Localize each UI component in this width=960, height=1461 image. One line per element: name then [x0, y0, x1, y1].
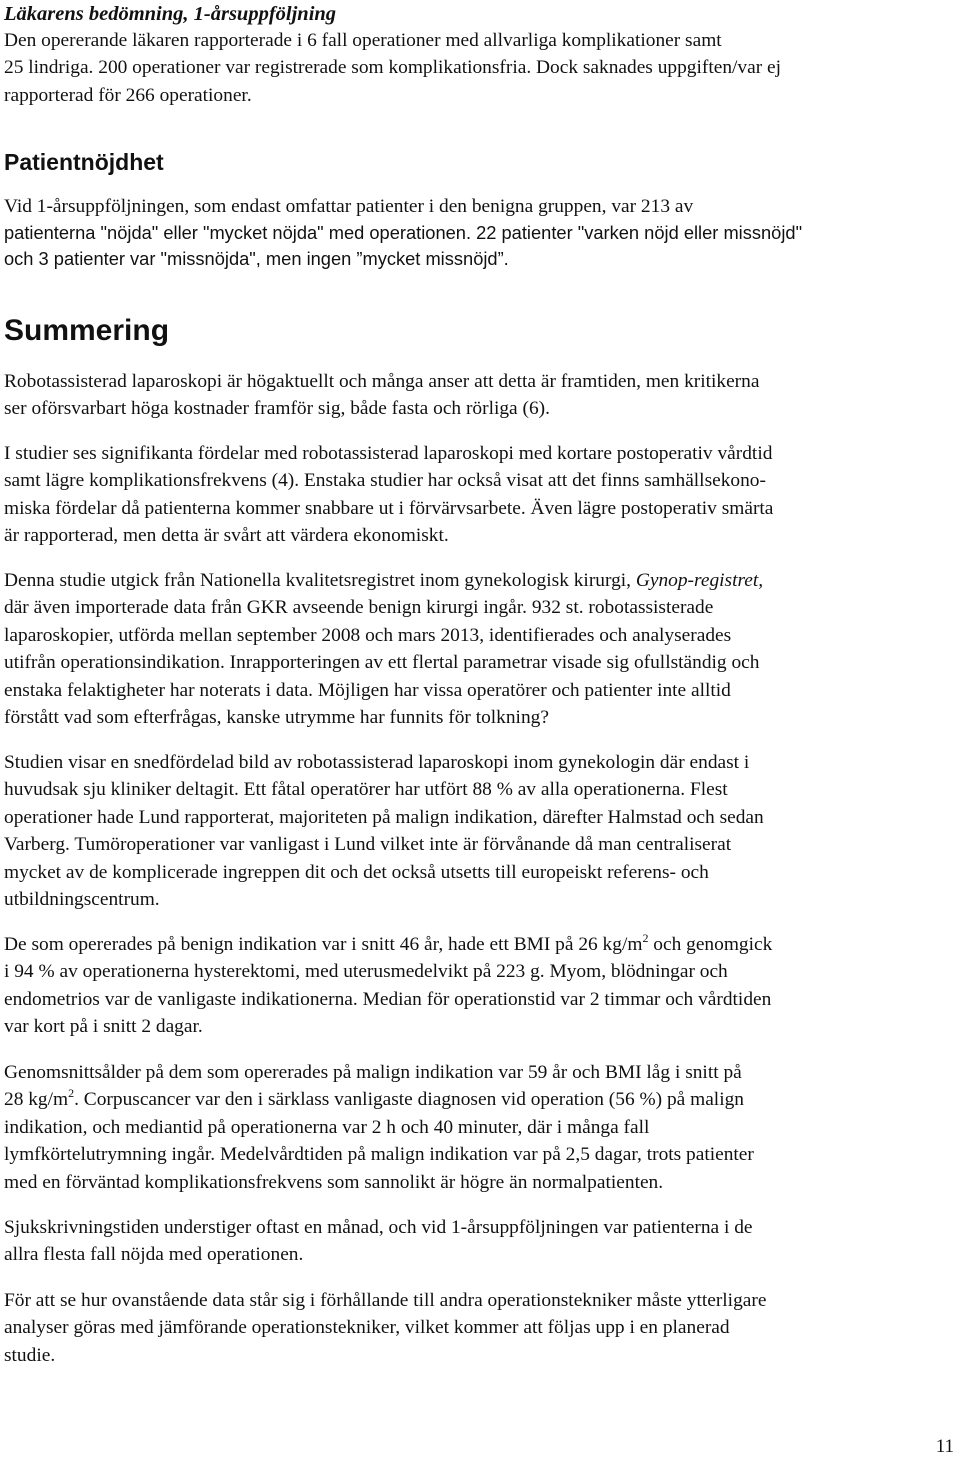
paragraph-line: huvudsak sju kliniker deltagit. Ett fåtal operatörer har utfört 88 % av alla operationerna. Flest — [4, 779, 728, 801]
section-heading-lakarens-bedomning: Läkarens bedömning, 1-årsuppföljning — [4, 3, 337, 25]
paragraph-line: förstått vad som efterfrågas, kanske utrymme har funnits för tolkning? — [4, 707, 549, 729]
paragraph-summering-2 — [4, 440, 954, 550]
paragraph-line: och 3 patienter var "missnöjda", men ingen ”mycket missnöjd”. — [4, 248, 509, 270]
paragraph-line — [4, 1086, 954, 1113]
paragraph-line: allra flesta fall nöjda med operationen. — [4, 1244, 304, 1266]
paragraph-summering-8 — [4, 1287, 954, 1369]
paragraph-line: i 94 % av operationerna hysterektomi, med uterusmedelvikt på 223 g. Myom, blödningar och — [4, 961, 728, 983]
paragraph-line: För att se hur ovanstående data står sig i förhållande till andra operationstekniker måste ytterligare — [4, 1290, 767, 1311]
paragraph-summering-1 — [4, 368, 954, 423]
paragraph-line — [4, 931, 954, 958]
paragraph-line: med en förväntad komplikationsfrekvens som sannolikt är högre än normalpatienten. — [4, 1171, 664, 1193]
paragraph-summering-5 — [4, 931, 954, 1041]
superscript: 2 — [642, 931, 649, 945]
paragraph-line: laparoskopier, utförda mellan september 2008 och mars 2013, identifierades och analyserades — [4, 624, 732, 646]
paragraph-line: mycket av de komplicerade ingreppen dit och det också utsetts till europeiskt referens- och — [4, 861, 709, 883]
paragraph-line: utifrån operationsindikation. Inrapporteringen av ett flertal parametrar visade sig ofullständig och — [4, 652, 760, 674]
paragraph-line: lymfkörtelutrymning ingår. Medelvårdtiden på malign indikation var på 2,5 dagar, trots patienter — [4, 1144, 754, 1166]
paragraph-line: ser oförsvarbart höga kostnader framför sig, både fasta och rörliga (6). — [4, 398, 550, 420]
paragraph-patientnojdhet — [4, 193, 954, 272]
paragraph-line: Varberg. Tumöroperationer var vanligast i Lund vilket inte är förvånande då man centraliserat — [4, 834, 732, 856]
paragraph-line: enstaka felaktigheter har noterats i data. Möjligen har vissa operatörer och patienter inte alltid — [4, 679, 731, 701]
paragraph-summering-3 — [4, 567, 954, 731]
paragraph-line: rapporterad för 266 operationer. — [4, 84, 252, 106]
paragraph-line: 25 lindriga. 200 operationer var registrerade som komplikationsfria. Dock saknades uppgiften/var ej — [4, 57, 782, 79]
paragraph-line: studie. — [4, 1344, 56, 1366]
paragraph-line: miska fördelar då patienterna kommer snabbare ut i förvärvsarbete. Även lägre postoperativ smärta — [4, 497, 774, 519]
paragraph-line: operationer hade Lund rapporterat, majoriteten på malign indikation, därefter Halmstad och sedan — [4, 806, 764, 828]
paragraph-line: Sjukskrivningstiden understiger oftast en månad, och vid 1-årsuppföljningen var patienterna i de — [4, 1217, 753, 1238]
paragraph-text: De som opererades på benign indikation var i snitt 46 år, hade ett BMI på 26 kg/m — [4, 934, 643, 955]
section-heading-patientnojdhet: Patientnöjdhet — [4, 149, 164, 175]
paragraph-text: och genomgick — [648, 934, 773, 955]
paragraph-text: . Corpuscancer var den i särklass vanligaste diagnosen vid operation (56 %) på malign — [74, 1089, 744, 1111]
paragraph-line: Den opererande läkaren rapporterade i 6 fall operationer med allvarliga komplikationer samt — [4, 30, 722, 51]
paragraph-text: Denna studie utgick från Nationella kvalitetsregistret inom gynekologisk kirurgi, — [4, 570, 636, 591]
paragraph-line: patienterna "nöjda" eller "mycket nöjda" med operationen. 22 patienter "varken nöjd eller missnöjd" — [4, 222, 803, 244]
section-summering — [4, 314, 954, 348]
paragraph-line: utbildningscentrum. — [4, 889, 160, 911]
paragraph-line: var kort på i snitt 2 dagar. — [4, 1016, 203, 1038]
paragraph-line: I studier ses signifikanta fördelar med robotassisterad laparoskopi med kortare postoperativ vårdtid — [4, 443, 773, 464]
paragraph-line: indikation, och mediantid på operationerna var 2 h och 40 minuter, där i många fall — [4, 1116, 650, 1138]
paragraph-line: samt lägre komplikationsfrekvens (4). Enstaka studier har också visat att det finns samhällsekono- — [4, 470, 766, 492]
paragraph-line: Vid 1-årsuppföljningen, som endast omfattar patienter i den benigna gruppen, var 213 av — [4, 196, 694, 217]
paragraph-line: Genomsnittsålder på dem som opererades på malign indikation var 59 år och BMI låg i snitt på — [4, 1062, 742, 1083]
paragraph-line: endometrios var de vanligaste indikationerna. Median för operationstid var 2 timmar och vårdtiden — [4, 988, 772, 1010]
page-number: 11 — [935, 1436, 954, 1457]
section-patientnojdhet — [4, 148, 954, 176]
superscript: 2 — [68, 1086, 75, 1101]
section-heading-summering: Summering — [4, 314, 170, 347]
section-lakarens-bedomning — [4, 1, 954, 109]
paragraph-summering-7 — [4, 1214, 954, 1269]
paragraph-line: Studien visar en snedfördelad bild av robotassisterad laparoskopi inom gynekologin där endast i — [4, 752, 750, 773]
paragraph-line: är rapporterad, men detta är svårt att värdera ekonomiskt. — [4, 525, 449, 547]
paragraph-summering-6 — [4, 1059, 954, 1196]
paragraph-text: 28 kg/m — [4, 1089, 69, 1111]
paragraph-summering-4 — [4, 749, 954, 913]
paragraph-line: analyser göras med jämförande operationstekniker, vilket kommer att följas upp i en planerad — [4, 1317, 730, 1339]
paragraph-line — [4, 567, 954, 594]
registry-name-italic: Gynop-registret, — [635, 570, 764, 591]
paragraph-line: Robotassisterad laparoskopi är högaktuellt och många anser att detta är framtiden, men kritikerna — [4, 371, 760, 392]
paragraph-line: där även importerade data från GKR avseende benign kirurgi ingår. 932 st. robotassisterade — [4, 597, 714, 619]
